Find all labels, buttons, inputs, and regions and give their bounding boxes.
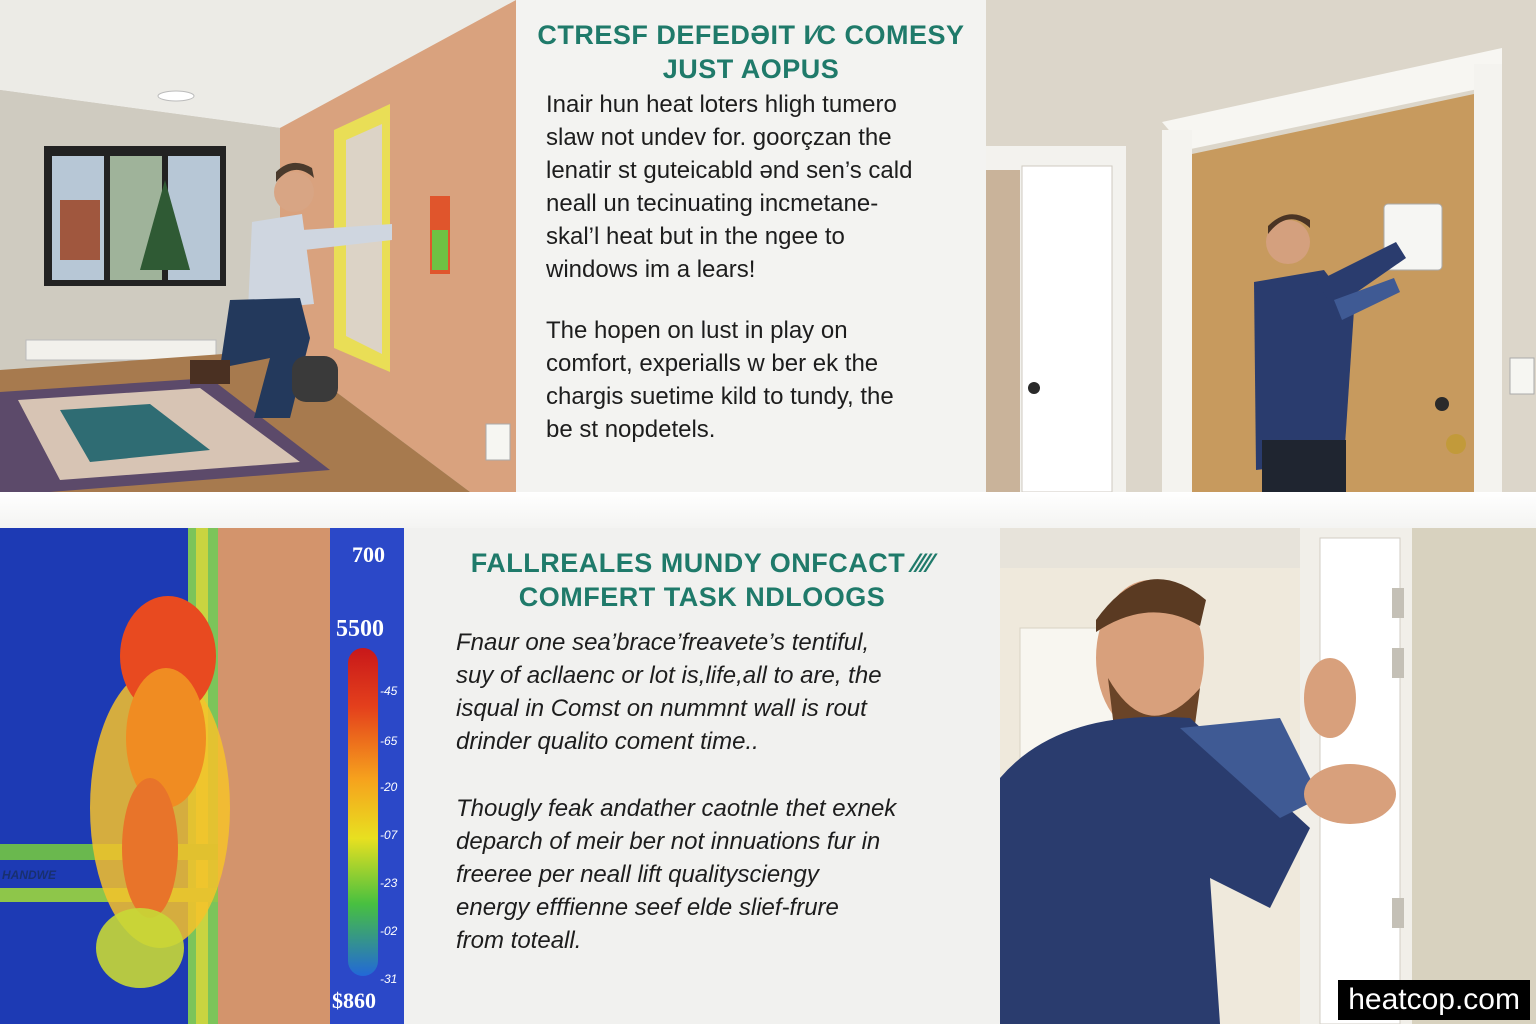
text-line: from toteall. — [456, 927, 582, 954]
bottom-title-line-1: FALLREALES MUNDY ONFCACT ⁄⁄⁄⁄ — [470, 548, 934, 578]
top-paragraph-2 — [546, 314, 894, 446]
temperature-scale-bar — [348, 648, 378, 976]
text-line: neall un tecinuating incmetane- — [546, 190, 879, 217]
door-thermostat-illustration — [986, 0, 1536, 492]
top-title — [516, 18, 986, 86]
door-thermostat-photo — [986, 0, 1536, 492]
text-line: chargis suetime kild to tundy, the — [546, 383, 894, 410]
text-line: Inair hun heat loters hligh tumero — [546, 91, 897, 118]
legend-top-value: 700 — [352, 542, 385, 567]
legend-tick: -02 — [380, 924, 398, 938]
legend-tick: -20 — [380, 780, 398, 794]
text-line: isqual in Comst on nummnt wall is rout — [456, 695, 867, 722]
top-title-line-2: JUST AOPUS — [662, 54, 840, 84]
text-line: drinder qualito coment time.. — [456, 728, 759, 755]
man-door-illustration — [1000, 528, 1536, 1024]
bottom-paragraph-1 — [456, 626, 882, 758]
text-line: freeree per neall lift qualitysciengy — [456, 861, 819, 888]
legend-bottom-value: $860 — [332, 988, 376, 1013]
text-line: skal’l heat but in the ngee to — [546, 223, 845, 250]
text-line: be st nopdetels. — [546, 416, 716, 443]
legend-tick: -65 — [380, 734, 398, 748]
room-inspection-photo — [0, 0, 516, 492]
top-paragraph-1 — [546, 88, 912, 286]
bottom-paragraph-2 — [456, 792, 896, 957]
bottom-title-line-2: COMFERT TASK NDLOOGS — [518, 582, 886, 612]
watermark-badge: heatcop.com — [1338, 980, 1530, 1020]
text-line: Fnaur one sea’brace’freavete’s tentiful, — [456, 629, 870, 656]
man-door-closeup-photo — [1000, 528, 1536, 1024]
legend-upper-value: 5500 — [336, 616, 384, 642]
text-line: Thougly feak andather caotnle thet exnek — [456, 795, 897, 822]
legend-tick: -07 — [380, 828, 398, 842]
top-title-line-1: CTRESF DEFEDƏIT I⁄C COMESY — [537, 20, 965, 50]
legend-tick: -31 — [380, 972, 398, 986]
interior-door — [1022, 166, 1112, 492]
row-divider — [0, 492, 1536, 528]
text-line: energy efffienne seef elde slief-frure — [456, 894, 839, 921]
text-line: comfort, experialls w ber ek the — [546, 350, 879, 377]
bottom-title — [404, 546, 1000, 614]
text-line: windows im a lears! — [546, 256, 756, 283]
text-line: suy of acllaenc or lot is,life,all to are, the — [456, 662, 882, 689]
text-line: The hopen on lust in play on — [546, 317, 848, 344]
text-line: deparch of meir ber not innuations fur in — [456, 828, 881, 855]
legend-tick: -23 — [380, 876, 398, 890]
text-line: lenatir st guteicabld ənd sen’s cald — [546, 157, 913, 184]
room-inspection-illustration — [0, 0, 516, 492]
thermal-side-label: HANDWE — [2, 868, 56, 882]
text-line: slaw not undev for. goorçzan the — [546, 124, 892, 151]
legend-tick: -45 — [380, 684, 398, 698]
